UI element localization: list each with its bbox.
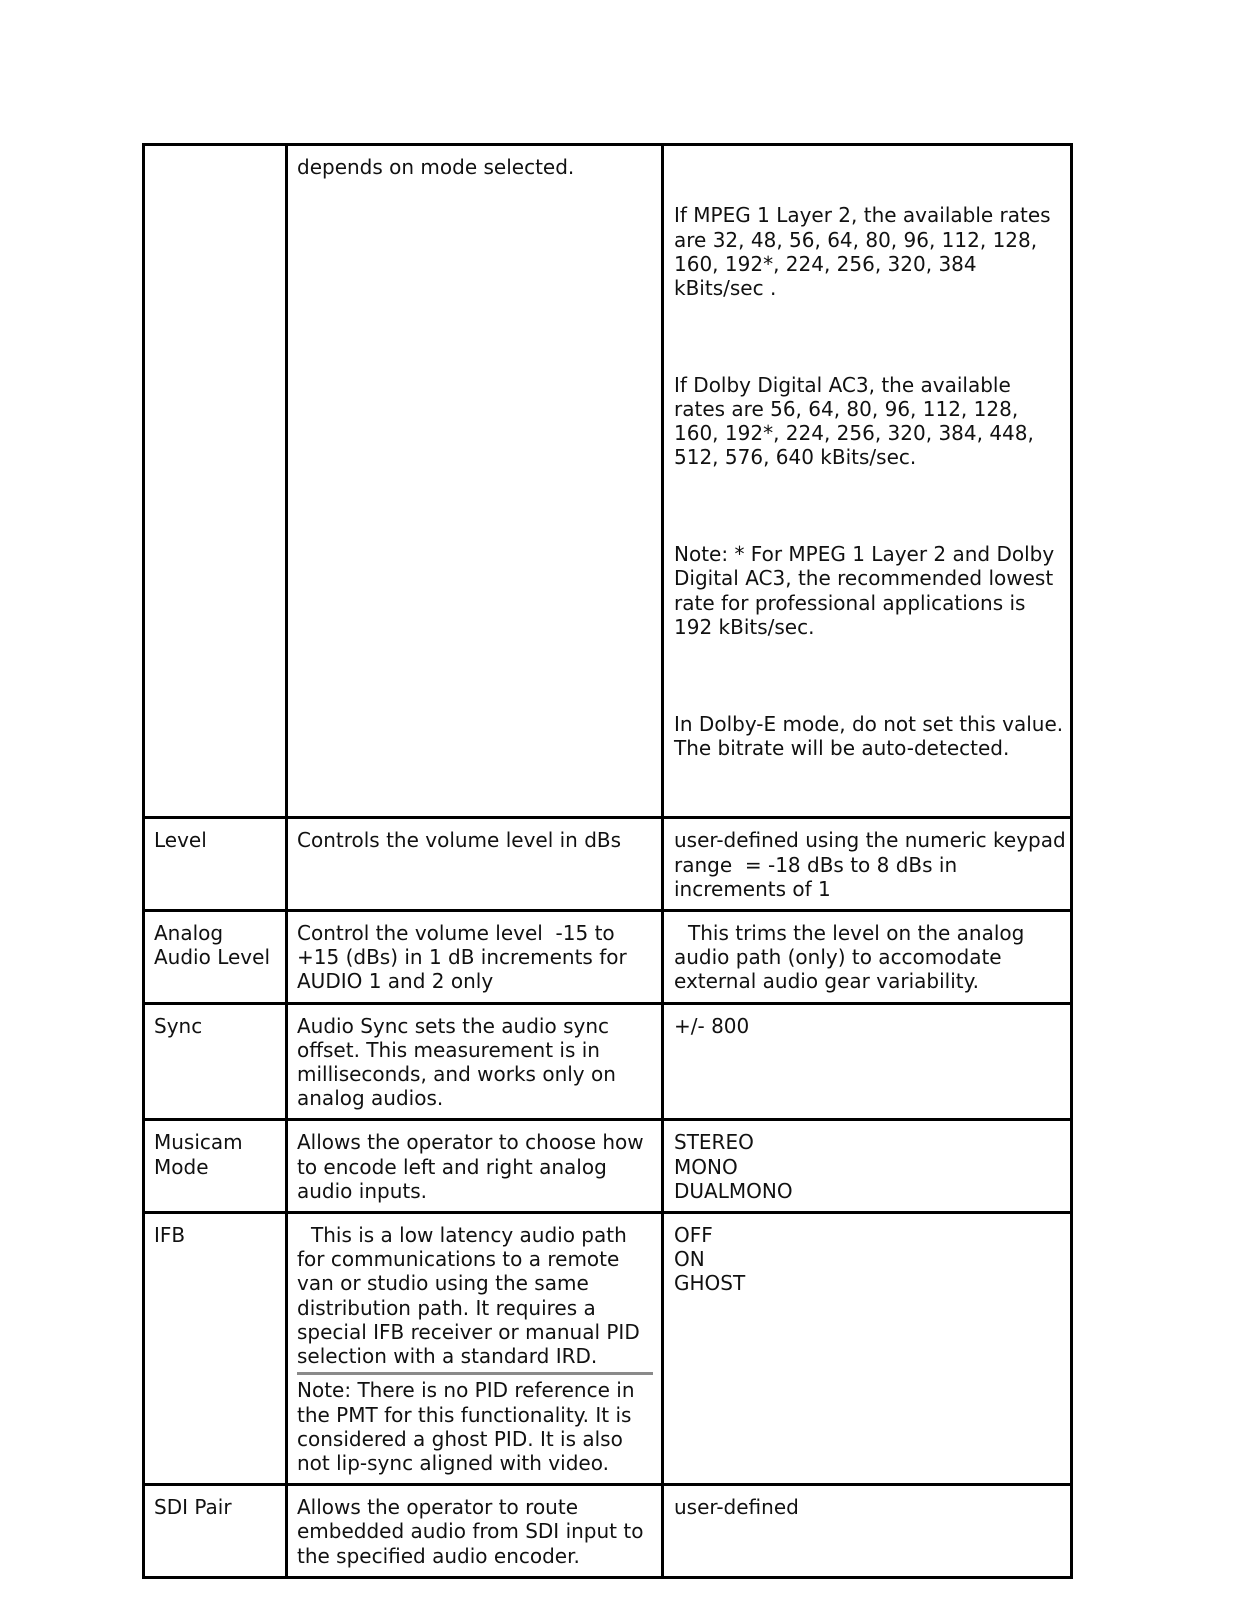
parameter-cell: Analog Audio Level <box>144 911 287 1004</box>
values-cell: OFF ON GHOST <box>663 1213 1072 1485</box>
values-cell: user-defined <box>663 1485 1072 1578</box>
description-cell: Allows the operator to route embedded audio from SDI input to the specified audio encoder. <box>287 1485 663 1578</box>
ifb-note-text: Note: There is no PID reference in the PMT for this functionality. It is considered a ghost PID. It is also not lip-sync aligned with video. <box>297 1378 641 1475</box>
dolby-e-note: In Dolby-E mode, do not set this value. The bitrate will be auto-detected. <box>674 711 1070 760</box>
table-row <box>144 145 1072 818</box>
parameter-cell: Level <box>144 818 287 911</box>
parameter-cell: SDI Pair <box>144 1485 287 1578</box>
recommended-rate-note: Note: * For MPEG 1 Layer 2 and Dolby Digital AC3, the recommended lowest rate for professional applications is 192 kBits/sec. <box>674 542 1061 639</box>
parameter-cell: Sync <box>144 1003 287 1120</box>
values-cell <box>663 911 1072 1004</box>
description-cell: Control the volume level -15 to +15 (dBs) in 1 dB increments for AUDIO 1 and 2 only <box>287 911 663 1004</box>
parameter-cell: Musicam Mode <box>144 1120 287 1213</box>
ifb-description-text: This is a low latency audio path for communications to a remote van or studio using the same distribution path. It requires a special IFB receiver or manual PID selection with a standard IRD. <box>297 1223 647 1369</box>
table-row <box>144 1485 1072 1578</box>
mpeg-rates-text: If MPEG 1 Layer 2, the available rates are 32, 48, 56, 64, 80, 96, 112, 128, 160, 192*, 224, 256, 320, 384 kBits/sec . <box>674 203 1057 301</box>
values-cell <box>663 145 1072 818</box>
ac3-rates-text: If Dolby Digital AC3, the available rates are 56, 64, 80, 96, 112, 128, 160, 192*, 224, 256, 320, 384, 448, 512, 576, 640 kBits/sec. <box>674 372 1041 470</box>
values-cell: +/- 800 <box>663 1003 1072 1120</box>
parameter-cell: IFB <box>144 1213 287 1485</box>
description-cell <box>287 1213 663 1485</box>
table-row <box>144 818 1072 911</box>
values-cell: user-defined using the numeric keypad range = -18 dBs to 8 dBs in increments of 1 <box>663 818 1072 911</box>
description-cell: Allows the operator to choose how to encode left and right analog audio inputs. <box>287 1120 663 1213</box>
note-divider <box>297 1372 653 1375</box>
parameter-table <box>142 143 1073 1579</box>
table-row <box>144 1003 1072 1120</box>
values-text: This trims the level on the analog audio path (only) to accomodate external audio gear variability. <box>674 921 1031 994</box>
table-row <box>144 1213 1072 1485</box>
parameter-cell <box>144 145 287 818</box>
table-row <box>144 1120 1072 1213</box>
values-cell: STEREO MONO DUALMONO <box>663 1120 1072 1213</box>
description-cell: depends on mode selected. <box>287 145 663 818</box>
description-cell: Audio Sync sets the audio sync offset. This measurement is in milliseconds, and works only on analog audios. <box>287 1003 663 1120</box>
table-row <box>144 911 1072 1004</box>
description-cell: Controls the volume level in dBs <box>287 818 663 911</box>
